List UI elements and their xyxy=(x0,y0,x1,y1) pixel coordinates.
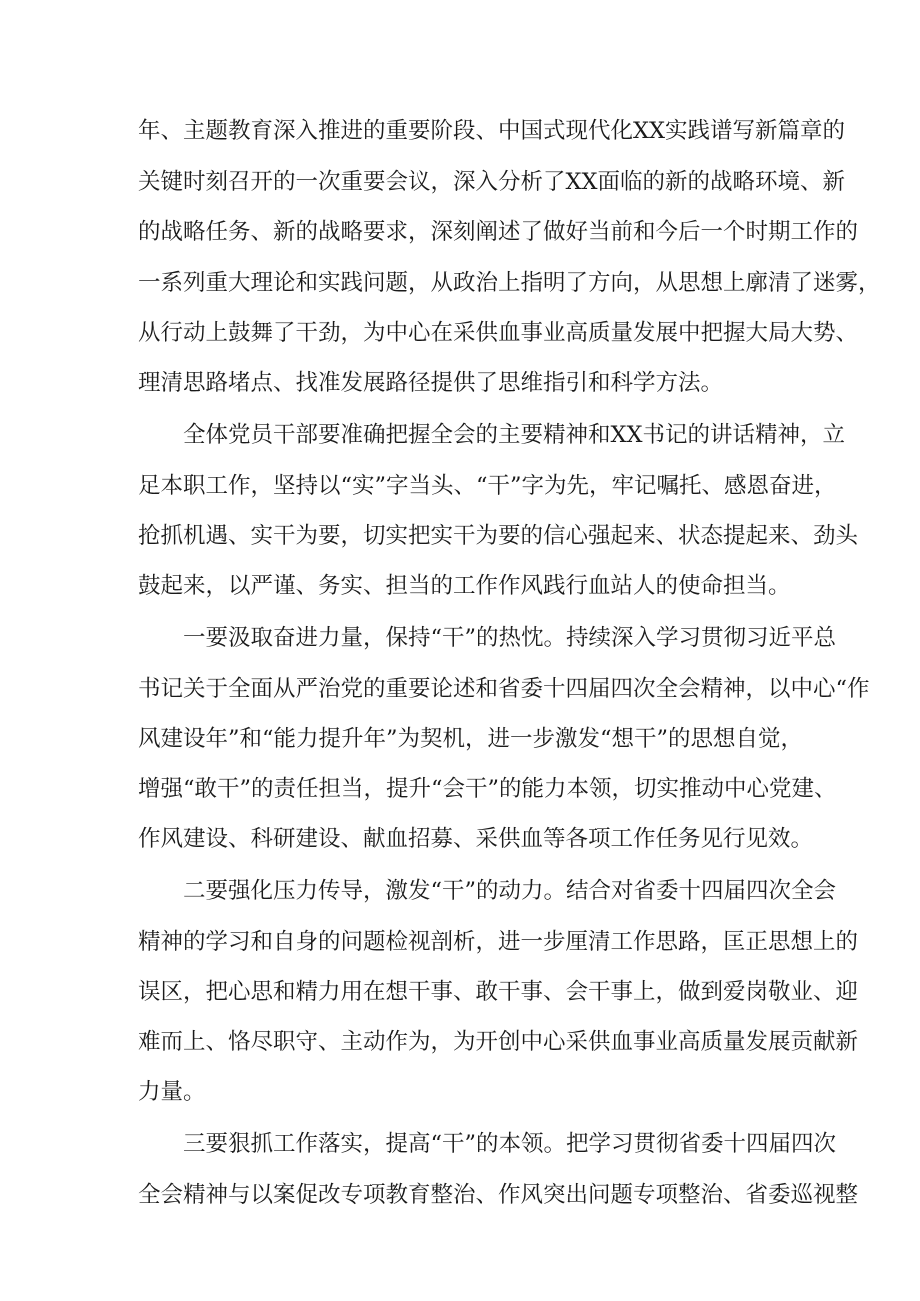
paragraph-first-line: 二要强化压力传导，激发“干”的动力。结合对省委十四届四次全会 xyxy=(183,878,837,904)
text-line: 鼓起来，以严谨、务实、担当的工作作风践行血站人的使命担当。 xyxy=(138,573,791,599)
text-line: 误区，把心思和精力用在想干事、敢干事、会干事上，做到爱岗敬业、迎 xyxy=(138,979,859,1005)
text-line: 抢抓机遇、实干为要，切实把实干为要的信心强起来、状态提起来、劲头 xyxy=(138,523,859,549)
paragraph-first-line: 一要汲取奋进力量，保持“干”的热忱。持续深入学习贯彻习近平总 xyxy=(183,625,837,651)
text-line: 力量。 xyxy=(138,1079,206,1105)
text-line: 精神的学习和自身的问题检视剖析，进一步厘清工作思路，匡正思想上的 xyxy=(138,929,859,955)
text-line: 理清思路堵点、找准发展路径提供了思维指引和科学方法。 xyxy=(138,370,724,396)
text-line: 关键时刻召开的一次重要会议，深入分析了XX面临的新的战略环境、新 xyxy=(138,169,846,195)
paragraph-first-line: 三要狠抓工作落实，提高“干”的本领。把学习贯彻省委十四届四次 xyxy=(183,1131,837,1157)
text-line: 的战略任务、新的战略要求，深刻阐述了做好当前和今后一个时期工作的 xyxy=(138,219,859,245)
text-line: 一系列重大理论和实践问题，从政治上指明了方向，从思想上廓清了迷雾， xyxy=(138,270,881,296)
text-line: 从行动上鼓舞了干劲，为中心在采供血事业高质量发展中把握大局大势、 xyxy=(138,320,859,346)
text-line: 书记关于全面从严治党的重要论述和省委十四届四次全会精神，以中心“作 xyxy=(138,676,870,702)
text-line: 增强“敢干”的责任担当，提升“会干”的能力本领，切实推动中心党建、 xyxy=(138,776,837,802)
text-line: 全会精神与以案促改专项教育整治、作风突出问题专项整治、省委巡视整 xyxy=(138,1182,859,1208)
text-line: 难而上、恪尽职守、主动作为，为开创中心采供血事业高质量发展贡献新 xyxy=(138,1029,859,1055)
text-line: 风建设年”和“能力提升年”为契机，进一步激发“想干”的思想自觉， xyxy=(138,726,804,752)
text-line: 足本职工作，坚持以“实”字当头、“干”字为先，牢记嘱托、感恩奋进， xyxy=(138,473,837,499)
text-line: 作风建设、科研建设、献血招募、采供血等各项工作任务见行见效。 xyxy=(138,826,814,852)
paragraph-first-line: 全体党员干部要准确把握全会的主要精神和XX书记的讲话精神，立 xyxy=(183,422,846,448)
text-line: 年、主题教育深入推进的重要阶段、中国式现代化XX实践谱写新篇章的 xyxy=(138,118,846,144)
